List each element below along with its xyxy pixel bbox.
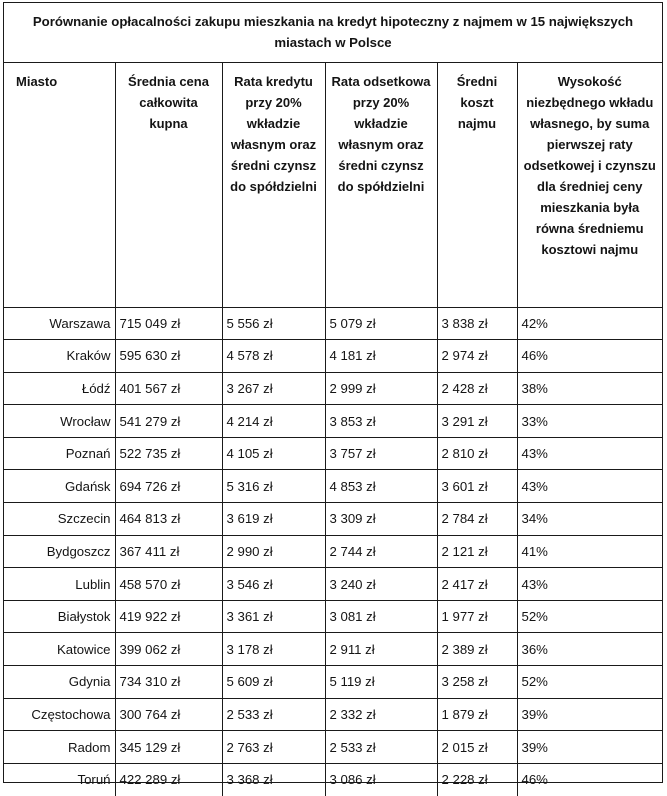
loan-installment-cell: 4 105 zł — [222, 437, 325, 470]
down-payment-cell: 52% — [517, 666, 662, 699]
table-row — [4, 633, 662, 666]
avg-rent-cell: 2 784 zł — [437, 503, 517, 536]
loan-installment-cell: 3 361 zł — [222, 600, 325, 633]
interest-installment-cell: 2 744 zł — [325, 535, 437, 568]
city-cell: Toruń — [4, 763, 115, 796]
down-payment-cell: 36% — [517, 633, 662, 666]
avg-price-cell: 595 630 zł — [115, 340, 222, 373]
loan-installment-cell: 5 609 zł — [222, 666, 325, 699]
avg-price-cell: 401 567 zł — [115, 372, 222, 405]
avg-price-cell: 300 764 zł — [115, 698, 222, 731]
header-down-payment: Wysokość niezbędnego wkładu własnego, by suma pierwszej raty odsetkowej i czynszu dla średniej ceny mieszkania była równa średniemu kosztowi najmu — [517, 63, 662, 307]
table-row — [4, 437, 662, 470]
down-payment-cell: 46% — [521, 772, 548, 788]
interest-installment-cell: 3 757 zł — [325, 437, 437, 470]
table-row — [4, 405, 662, 438]
avg-rent-cell: 3 838 zł — [437, 307, 517, 340]
avg-price-cell: 367 411 zł — [115, 535, 222, 568]
down-payment-cell: 34% — [517, 503, 662, 536]
avg-price-cell: 522 735 zł — [115, 437, 222, 470]
interest-installment-cell: 2 999 zł — [325, 372, 437, 405]
loan-installment-cell: 2 763 zł — [222, 731, 325, 764]
avg-rent-cell: 3 258 zł — [437, 666, 517, 699]
loan-installment-cell: 3 267 zł — [222, 372, 325, 405]
avg-price-cell: 734 310 zł — [115, 666, 222, 699]
interest-installment-cell: 2 533 zł — [325, 731, 437, 764]
avg-rent-cell: 2 121 zł — [437, 535, 517, 568]
city-cell: Poznań — [4, 437, 115, 470]
city-cell: Lublin — [4, 568, 115, 601]
down-payment-cell: 41% — [517, 535, 662, 568]
table-row — [4, 307, 662, 340]
header-loan-installment: Rata kredytu przy 20% wkładzie własnym oraz średni czynsz do spółdzielni — [222, 63, 325, 307]
table-row — [4, 470, 662, 503]
avg-price-cell: 345 129 zł — [115, 731, 222, 764]
header-interest-installment: Rata odsetkowa przy 20% wkładzie własnym oraz średni czynsz do spółdzielni — [325, 63, 437, 307]
avg-rent-cell: 2 810 zł — [437, 437, 517, 470]
city-cell: Gdynia — [4, 666, 115, 699]
interest-installment-cell: 2 332 zł — [325, 698, 437, 731]
avg-rent-cell: 2 389 zł — [437, 633, 517, 666]
interest-installment-cell: 5 079 zł — [325, 307, 437, 340]
avg-rent-cell: 2 417 zł — [437, 568, 517, 601]
avg-rent-cell: 3 601 zł — [437, 470, 517, 503]
avg-price-cell: 399 062 zł — [115, 633, 222, 666]
down-payment-cell: 52% — [517, 600, 662, 633]
table-row — [4, 731, 662, 764]
table-row — [4, 372, 662, 405]
avg-rent-cell: 2 974 zł — [437, 340, 517, 373]
down-payment-cell: 43% — [517, 437, 662, 470]
table-row — [4, 568, 662, 601]
table-body — [4, 307, 662, 796]
header-city: Miasto — [4, 63, 115, 307]
down-payment-cell: 43% — [517, 568, 662, 601]
avg-price-cell: 541 279 zł — [115, 405, 222, 438]
interest-installment-cell: 3 081 zł — [325, 600, 437, 633]
down-payment-cell: 39% — [517, 698, 662, 731]
interest-installment-cell: 3 240 zł — [325, 568, 437, 601]
city-cell: Bydgoszcz — [4, 535, 115, 568]
loan-installment-cell: 3 368 zł — [222, 763, 325, 796]
table-row — [4, 535, 662, 568]
table-row — [4, 600, 662, 633]
city-cell: Łódź — [4, 372, 115, 405]
down-payment-cell: 42% — [517, 307, 662, 340]
avg-rent-cell: 3 291 zł — [437, 405, 517, 438]
avg-price-cell: 422 289 zł — [115, 763, 222, 796]
interest-installment-cell: 5 119 zł — [325, 666, 437, 699]
interest-installment-cell: 4 181 zł — [325, 340, 437, 373]
city-cell: Szczecin — [4, 503, 115, 536]
city-cell: Warszawa — [4, 307, 115, 340]
table-title: Porównanie opłacalności zakupu mieszkania na kredyt hipoteczny z najmem w 15 największych miastach w Polsce — [4, 3, 662, 63]
loan-installment-cell: 2 990 zł — [222, 535, 325, 568]
table-row — [4, 763, 662, 796]
avg-rent-cell: 1 977 zł — [437, 600, 517, 633]
city-cell: Katowice — [4, 633, 115, 666]
table-row — [4, 666, 662, 699]
loan-installment-cell: 4 578 zł — [222, 340, 325, 373]
interest-installment-cell: 4 853 zł — [325, 470, 437, 503]
down-payment-cell: 46% — [517, 340, 662, 373]
avg-rent-cell: 2 015 zł — [437, 731, 517, 764]
table-row — [4, 698, 662, 731]
down-payment-cell: 38% — [517, 372, 662, 405]
loan-installment-cell: 5 556 zł — [222, 307, 325, 340]
loan-installment-cell: 5 316 zł — [222, 470, 325, 503]
city-cell: Gdańsk — [4, 470, 115, 503]
loan-installment-cell: 3 178 zł — [222, 633, 325, 666]
city-cell: Częstochowa — [4, 698, 115, 731]
comparison-table-sheet — [3, 2, 663, 788]
down-payment-cell: 33% — [517, 405, 662, 438]
interest-installment-cell: 3 309 zł — [325, 503, 437, 536]
city-cell: Wrocław — [4, 405, 115, 438]
down-payment-cell: 39% — [517, 731, 662, 764]
loan-installment-cell: 3 619 zł — [222, 503, 325, 536]
avg-rent-cell: 1 879 zł — [437, 698, 517, 731]
avg-price-cell: 458 570 zł — [115, 568, 222, 601]
down-payment-cell: 43% — [517, 470, 662, 503]
header-avg-price: Średnia cena całkowita kupna — [115, 63, 222, 307]
interest-installment-cell: 2 911 zł — [325, 633, 437, 666]
loan-installment-cell: 3 546 zł — [222, 568, 325, 601]
avg-price-cell: 464 813 zł — [115, 503, 222, 536]
loan-installment-cell: 4 214 zł — [222, 405, 325, 438]
table-row — [4, 340, 662, 373]
avg-rent-cell: 2 428 zł — [437, 372, 517, 405]
header-avg-rent: Średni koszt najmu — [437, 63, 517, 307]
city-cell: Białystok — [4, 600, 115, 633]
header-row — [4, 63, 662, 307]
avg-price-cell: 715 049 zł — [115, 307, 222, 340]
loan-installment-cell: 2 533 zł — [222, 698, 325, 731]
comparison-table — [4, 63, 662, 796]
avg-rent-cell: 2 228 zł — [437, 763, 517, 796]
interest-installment-cell: 3 853 zł — [325, 405, 437, 438]
interest-installment-cell: 3 086 zł — [325, 763, 437, 796]
avg-price-cell: 694 726 zł — [115, 470, 222, 503]
city-cell: Radom — [4, 731, 115, 764]
avg-price-cell: 419 922 zł — [115, 600, 222, 633]
city-cell: Kraków — [4, 340, 115, 373]
table-row — [4, 503, 662, 536]
